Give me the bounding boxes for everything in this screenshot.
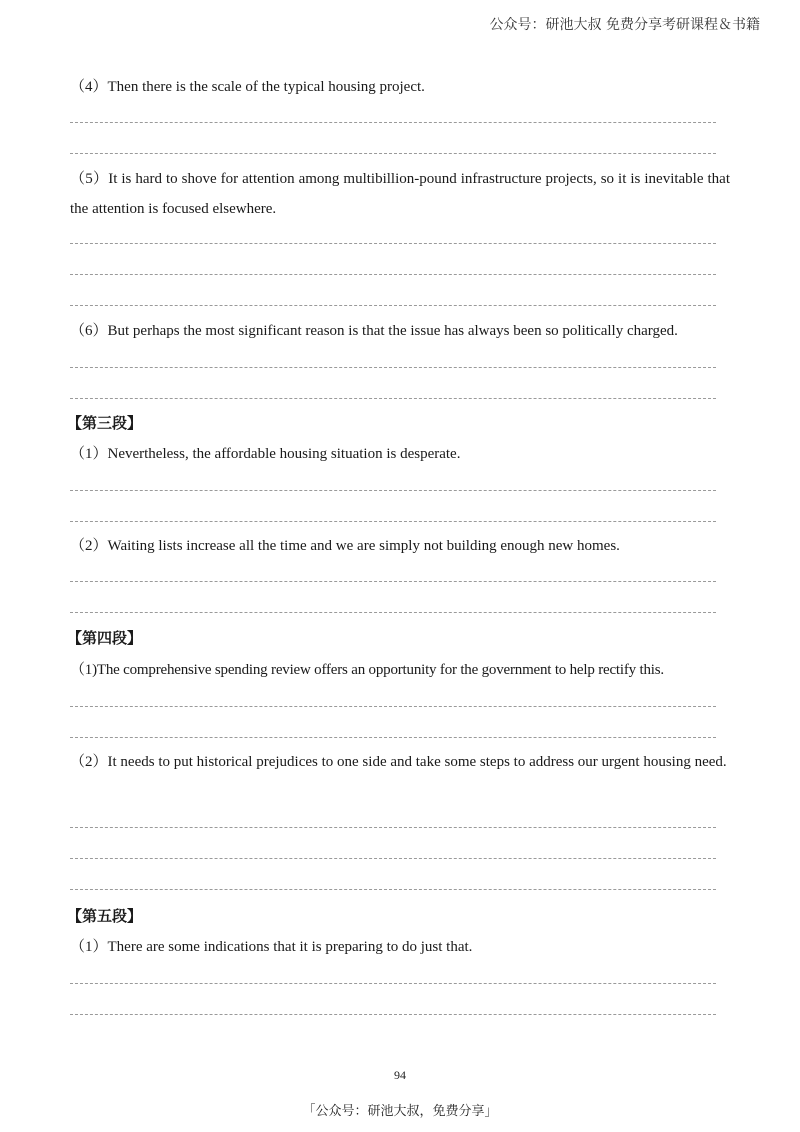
answer-line [70, 122, 716, 123]
sentence-item: （5）It is hard to shove for attention among multibillion-pound infrastructure projects, so it is inevitable that the attention is focused elsewhere. [70, 171, 730, 217]
sentence-item: （2）Waiting lists increase all the time and we are simply not building enough new homes. [70, 538, 620, 554]
section-title: 【第三段】 [67, 414, 143, 432]
answer-line [70, 490, 716, 491]
section-title: 【第五段】 [67, 907, 143, 925]
answer-line [70, 305, 716, 306]
answer-line [70, 521, 716, 522]
sentence-item: （6）But perhaps the most significant reason is that the issue has always been so politically charged. [70, 323, 678, 339]
page-footer: 「公众号：研池大叔，免费分享」 [302, 1104, 498, 1119]
sentence-item: （1)The comprehensive spending review offers an opportunity for the government to help rectify this. [70, 662, 664, 678]
answer-line [70, 243, 716, 244]
page-number: 94 [394, 1068, 406, 1082]
answer-line [70, 274, 716, 275]
answer-line [70, 612, 716, 613]
sentence-item: （1）There are some indications that it is preparing to do just that. [70, 939, 473, 955]
section-title: 【第四段】 [67, 629, 143, 647]
sentence-item: （2）It needs to put historical prejudices to one side and take some steps to address our urgent housing need. [70, 754, 727, 770]
answer-line [70, 153, 716, 154]
answer-line [70, 983, 716, 984]
answer-line [70, 1014, 716, 1015]
sentence-item: （4）Then there is the scale of the typical housing project. [70, 79, 425, 95]
sentence-item: （1）Nevertheless, the affordable housing situation is desperate. [70, 446, 461, 462]
answer-line [70, 581, 716, 582]
answer-line [70, 889, 716, 890]
answer-line [70, 367, 716, 368]
answer-line [70, 827, 716, 828]
answer-line [70, 706, 716, 707]
answer-line [70, 737, 716, 738]
answer-line [70, 858, 716, 859]
answer-line [70, 398, 716, 399]
page-header: 公众号：研池大叔 免费分享考研课程＆书籍 [489, 17, 760, 33]
